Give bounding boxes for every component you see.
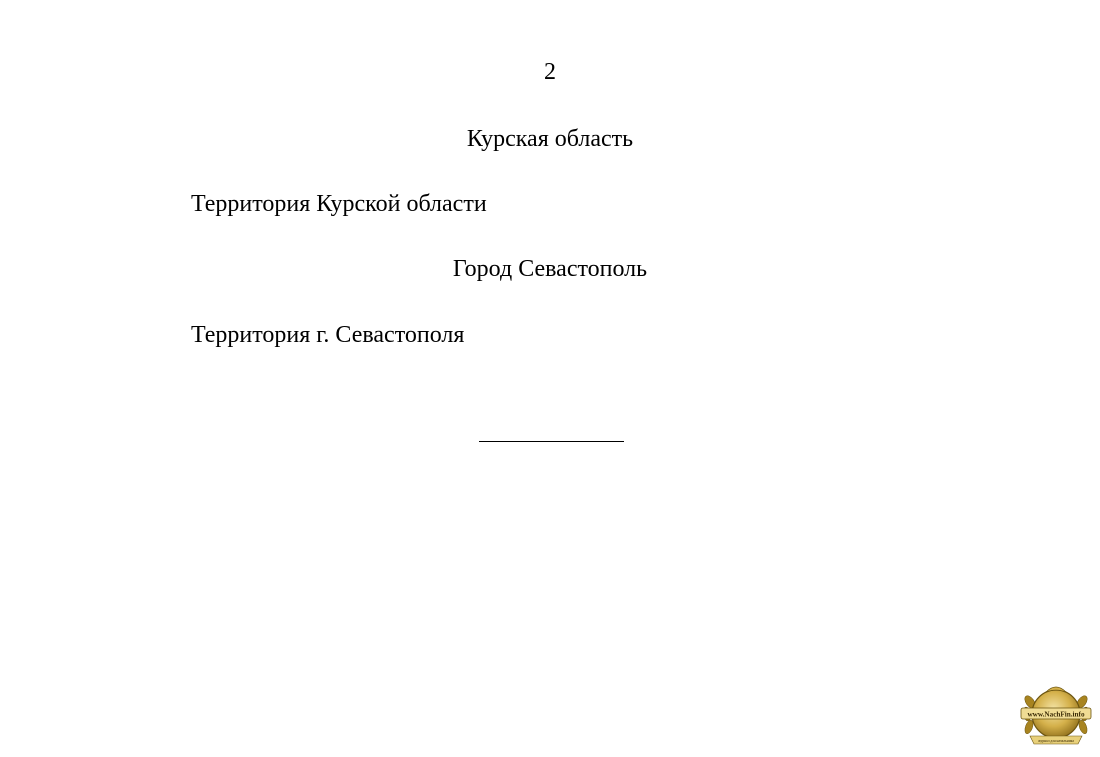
watermark-text: www.NachFin.info <box>1027 710 1085 719</box>
section-text-kursk: Территория Курской области <box>191 191 487 217</box>
end-of-document-rule <box>479 441 624 442</box>
watermark-seal-logo <box>1020 682 1092 750</box>
section-heading-sevastopol: Город Севастополь <box>452 256 648 282</box>
svg-text:журнал для начальника: журнал для начальника <box>1038 739 1074 743</box>
section-text-sevastopol: Территория г. Севастополя <box>191 322 465 348</box>
section-heading-kursk: Курская область <box>466 126 634 152</box>
page-number: 2 <box>544 59 556 85</box>
